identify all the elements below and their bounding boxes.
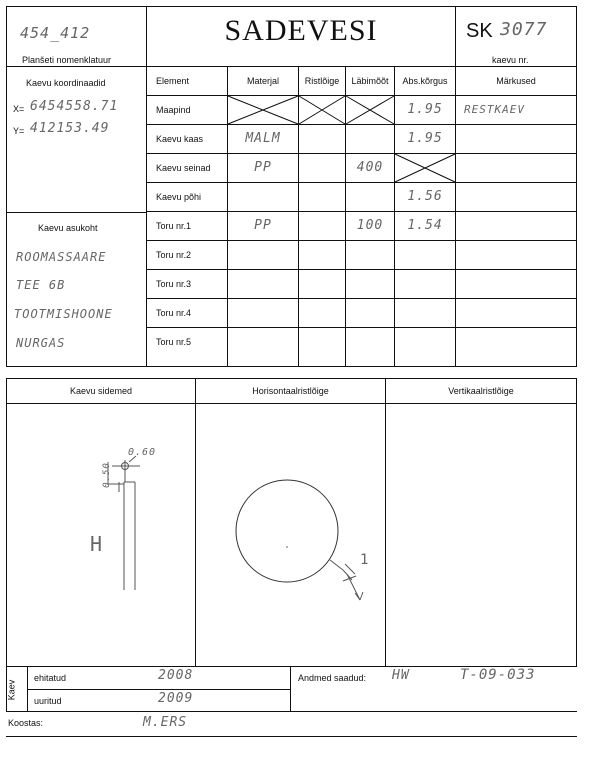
materjal-toru1: PP — [254, 218, 272, 233]
col-header-labimoot: Läbimõõt — [351, 76, 389, 86]
materjal-kaas: MALM — [245, 131, 281, 146]
row-element-4: Kaevu põhi — [156, 192, 202, 202]
asukoht-label: Kaevu asukoht — [38, 223, 98, 233]
andmed-value-1: HW — [392, 668, 410, 683]
markused-maapind: RESTKAEV — [464, 103, 525, 116]
pipe-label: 1 — [360, 552, 370, 568]
sidemed-h-label: H — [90, 532, 104, 556]
koostas-label: Koostas: — [8, 718, 44, 728]
col-header-ristloige: Ristlõige — [304, 76, 340, 86]
koostas-value: M.ERS — [143, 715, 188, 730]
materjal-seinad: PP — [254, 160, 272, 175]
asukoht-line-3: TOOTMISHOONE — [14, 307, 113, 321]
col-header-markused: Märkused — [496, 76, 536, 86]
x-value: 6454558.71 — [30, 99, 119, 114]
kaev-label: Kaev — [6, 679, 17, 701]
ehitatud-value: 2008 — [158, 668, 194, 683]
row-element-1: Maapind — [156, 105, 191, 115]
row-element-6: Toru nr.2 — [156, 250, 192, 260]
col-header-abs: Abs.kõrgus — [402, 76, 448, 86]
sidemed-depth-label: 0.60 — [128, 447, 157, 458]
abs-toru1: 1.54 — [407, 218, 443, 233]
koordinaadid-label: Kaevu koordinaadid — [26, 78, 106, 88]
sidemed-side-label: 0.50 — [101, 462, 112, 488]
labimoot-toru1: 100 — [356, 218, 384, 233]
labimoot-seinad: 400 — [356, 160, 384, 175]
abs-kaas: 1.95 — [407, 131, 443, 146]
row-element-8: Toru nr.4 — [156, 308, 192, 318]
page-title: SADEVESI — [224, 14, 378, 47]
y-value: 412153.49 — [30, 121, 110, 136]
col-header-element: Element — [156, 76, 190, 86]
abs-maapind: 1.95 — [407, 102, 443, 117]
kaevu-prefix: SK — [466, 20, 493, 42]
asukoht-line-2: TEE 6B — [16, 278, 66, 292]
row-element-7: Toru nr.3 — [156, 279, 192, 289]
section-vertikaal: Vertikaalristlõige — [448, 386, 514, 396]
row-element-5: Toru nr.1 — [156, 221, 192, 231]
uuritud-label: uuritud — [34, 696, 62, 706]
asukoht-line-4: NURGAS — [16, 336, 66, 350]
kaevu-nr-label: kaevu nr. — [492, 55, 529, 65]
kaevu-number: 3077 — [500, 19, 548, 40]
section-sidemed: Kaevu sidemed — [69, 386, 133, 396]
asukoht-line-1: ROOMASSAARE — [16, 250, 107, 264]
section-horisontaal: Horisontaalristlõige — [252, 386, 329, 396]
ehitatud-label: ehitatud — [34, 673, 67, 683]
abs-pohi: 1.56 — [407, 189, 443, 204]
row-element-9: Toru nr.5 — [156, 337, 192, 347]
col-header-materjal: Materjal — [246, 76, 279, 86]
nomenklatuur-label: Planšeti nomenklatuur — [22, 55, 112, 65]
uuritud-value: 2009 — [158, 691, 194, 706]
nomenklatuur-value: 454_412 — [20, 24, 91, 42]
row-element-3: Kaevu seinad — [156, 163, 211, 173]
y-label: Y= — [13, 126, 25, 136]
andmed-label: Andmed saadud: — [298, 673, 367, 683]
x-label: X= — [13, 104, 25, 114]
row-element-2: Kaevu kaas — [156, 134, 204, 144]
andmed-value-2: T-09-033 — [460, 667, 536, 683]
